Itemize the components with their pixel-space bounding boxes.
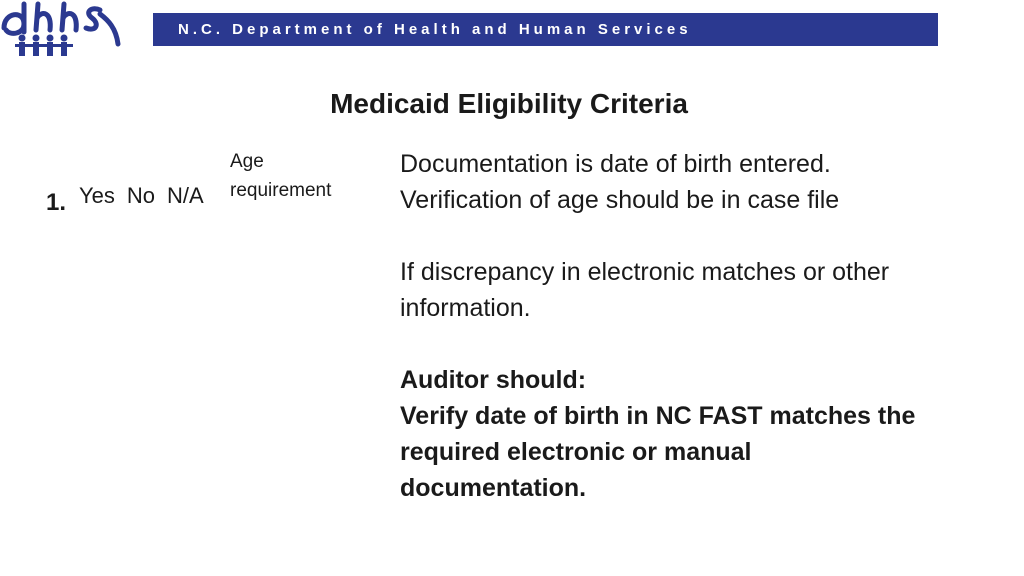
criterion-label: Age requirement — [230, 151, 332, 201]
description-line-2: Verification of age should be in case file — [400, 186, 840, 214]
banner-text: N.C. Department of Health and Human Services — [178, 21, 692, 38]
option-na: N/A — [167, 183, 204, 208]
description-line-3: If discrepancy in electronic matches or other information. — [400, 258, 890, 322]
option-no: No — [126, 183, 156, 208]
item-number: 1. — [46, 189, 67, 216]
department-banner — [153, 13, 938, 46]
auditor-heading: Auditor should: — [400, 366, 587, 394]
criterion-description — [400, 146, 920, 506]
description-line-1: Documentation is date of birth entered. — [400, 150, 831, 178]
answer-options — [79, 183, 204, 209]
auditor-instruction: Verify date of birth in NC FAST matches the required electronic or manual documentation. — [400, 402, 916, 502]
dhhs-logo-icon — [0, 0, 122, 58]
page-title: Medicaid Eligibility Criteria — [330, 88, 688, 119]
option-yes: Yes — [79, 183, 115, 208]
